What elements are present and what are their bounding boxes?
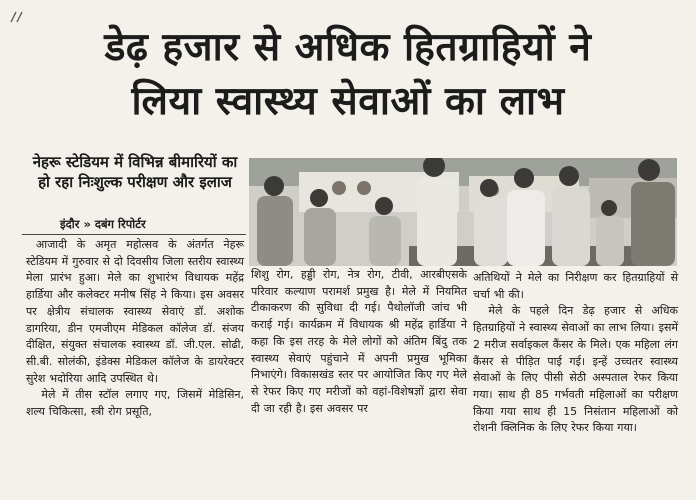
col1-paragraph-2: मेले में तीस स्टॉल लगाए गए, जिसमें मेडिसिन, शल्य चिकित्सा, स्त्री रोग प्रसूति, (26, 388, 244, 419)
article-column-1 (26, 237, 244, 421)
col3-paragraph-2: मेले के पहले दिन डेढ़ हजार से अधिक हितग्राहियों ने स्वास्थ्य सेवाओं का लाभ लिया। इसमें 2 मरीज सर्वाइकल कैंसर के मिले। एक महिला लंग कैंसर से पीड़ित पाई गई। इन्हें उच्चतर स्वास्थ्य सेवाओं के लिए पीसी सेठी अस्पताल रेफर किया गया। साथ ही 85 गर्भवती महिलाओं का परीक्षण किया गया साथ ही 15 निसंतान महिलाओं को रोशनी क्लिनिक के लिए रेफर किया गया। (473, 304, 678, 435)
article-column-3 (473, 270, 678, 437)
byline-separator: » (83, 217, 91, 231)
article-column-2 (251, 267, 467, 417)
event-photo (249, 158, 677, 266)
subheadline: नेहरू स्टेडियम में विभिन्न बीमारियों का हो रहा निःशुल्क परीक्षण और इलाज (32, 153, 238, 191)
event-photo-illustration (249, 158, 677, 266)
byline-divider (22, 234, 246, 235)
headline-line-1: डेढ़ हजार से अधिक हितग्राहियों ने (104, 25, 592, 70)
byline-reporter: दबंग रिपोर्टर (94, 217, 146, 231)
byline-city: इंदौर (60, 217, 80, 231)
scan-mark-icon (8, 10, 26, 24)
headline-line-2: लिया स्वास्थ्य सेवाओं का लाभ (131, 79, 565, 124)
byline (60, 217, 146, 232)
col3-paragraph-1: अतिथियों ने मेले का निरीक्षण कर हितग्राहियों से चर्चा भी की। (473, 271, 678, 301)
col2-paragraph-1: शिशु रोग, हड्डी रोग, नेत्र रोग, टीवी, आरबीएसके परिवार कल्याण परामर्श प्रमुख है। मेले में नियमित टीकाकरण की सुविधा दी गई। पैथोलॉजी जांच भी कराई गई। कार्यक्रम में विधायक श्री महेंद्र हार्डिया ने कहा कि इस तरह के मेले लोगों को अंतिम बिंदु तक स्वास्थ्य सेवाएं पहुंचाने में अपनी प्रमुख भूमिका निभाएंगे। विकासखंड स्तर पर आयोजित किए गए मेले से रेफर किए गए मरीजों को वहां-विशेषज्ञों द्वारा सेवा दी जा रही है। इस अवसर पर (251, 268, 467, 415)
col1-paragraph-1: आजादी के अमृत महोत्सव के अंतर्गत नेहरू स्टेडियम में गुरुवार से दो दिवसीय जिला स्तरीय स्वास्थ्य मेला प्रारंभ हुआ। मेले का शुभारंभ विधायक महेंद्र हार्डिया और कलेक्टर मनीष सिंह ने किया। इस अवसर पर क्षेत्रीय संचालक स्वास्थ्य सेवाएं डॉ. अशोक डागरिया, डीन एमजीएम मेडिकल कॉलेज डॉ. संजय दीक्षित, संयुक्त संचालक स्वास्थ्य डॉ. जी.एल. सोढी, सी.बी. सोलंकी, इंडेक्स मेडिकल कॉलेज के डायरेक्टर सुरेश भदोरिया आदि उपस्थित थे। (26, 238, 244, 385)
